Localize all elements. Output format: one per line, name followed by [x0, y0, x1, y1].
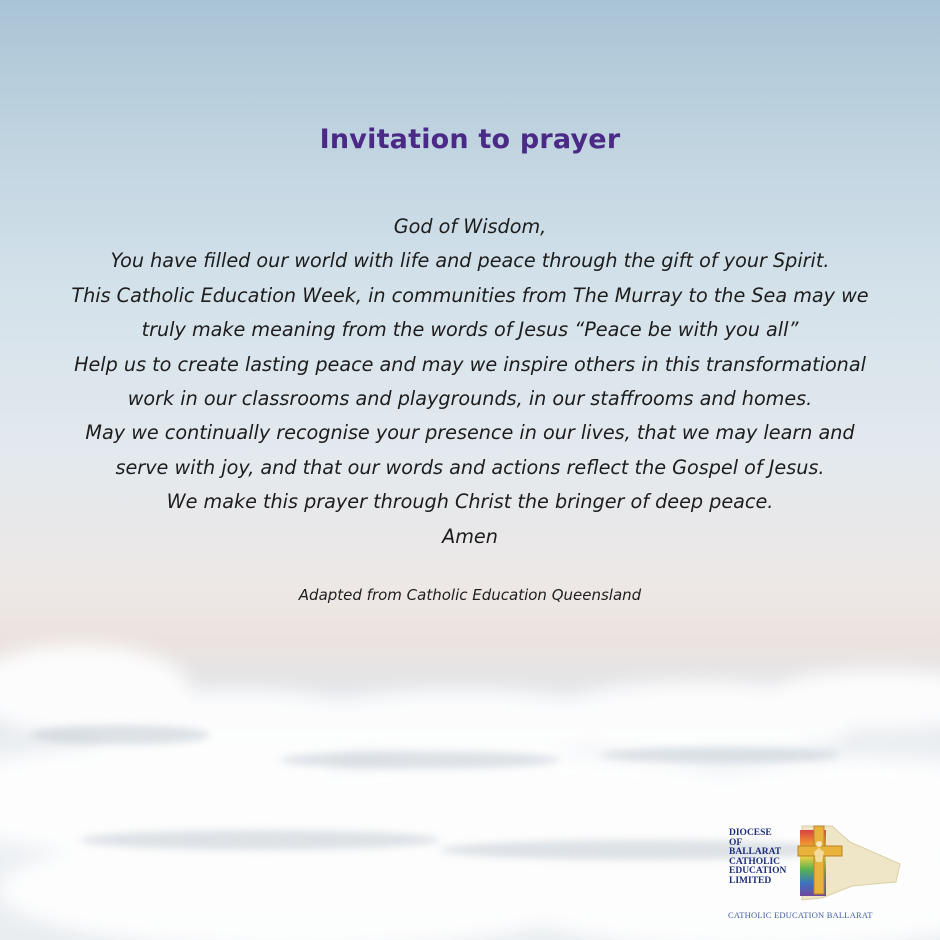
prayer-line: work in our classrooms and playgrounds, in our staffrooms and homes. [127, 387, 813, 411]
logo-text-line: DIOCESE [729, 828, 772, 838]
prayer-line: We make this prayer through Christ the bringer of deep peace. [166, 490, 774, 514]
logo-wordmark [729, 829, 786, 886]
prayer-line: This Catholic Education Week, in communities from The Murray to the Sea may we [71, 283, 869, 307]
diocese-logo [722, 822, 912, 927]
prayer-line: Help us to create lasting peace and may we inspire others in this transformational [74, 352, 866, 376]
logo-caption: CATHOLIC EDUCATION BALLARAT [728, 910, 873, 920]
prayer-line: God of Wisdom, [393, 215, 547, 238]
logo-text-line: CATHOLIC [729, 856, 781, 867]
page-title: Invitation to prayer [319, 124, 621, 155]
prayer-line: Amen [442, 524, 498, 548]
logo-text-line: OF [729, 837, 743, 848]
attribution: Adapted from Catholic Education Queensland [298, 586, 642, 604]
cross-rainbow-icon [792, 824, 904, 902]
logo-text-line: LIMITED [729, 875, 772, 886]
prayer-line: You have filled our world with life and peace through the gift of your Spirit. [110, 249, 830, 273]
prayer-line: truly make meaning from the words of Jesus “Peace be with you all” [141, 318, 799, 342]
logo-text-line: EDUCATION [729, 866, 787, 876]
prayer-line: serve with joy, and that our words and actions reflect the Gospel of Jesus. [115, 455, 825, 479]
prayer-line: May we continually recognise your presence in our lives, that we may learn and [85, 421, 855, 445]
prayer-text [20, 210, 920, 554]
logo-text-line: BALLARAT [729, 847, 782, 857]
